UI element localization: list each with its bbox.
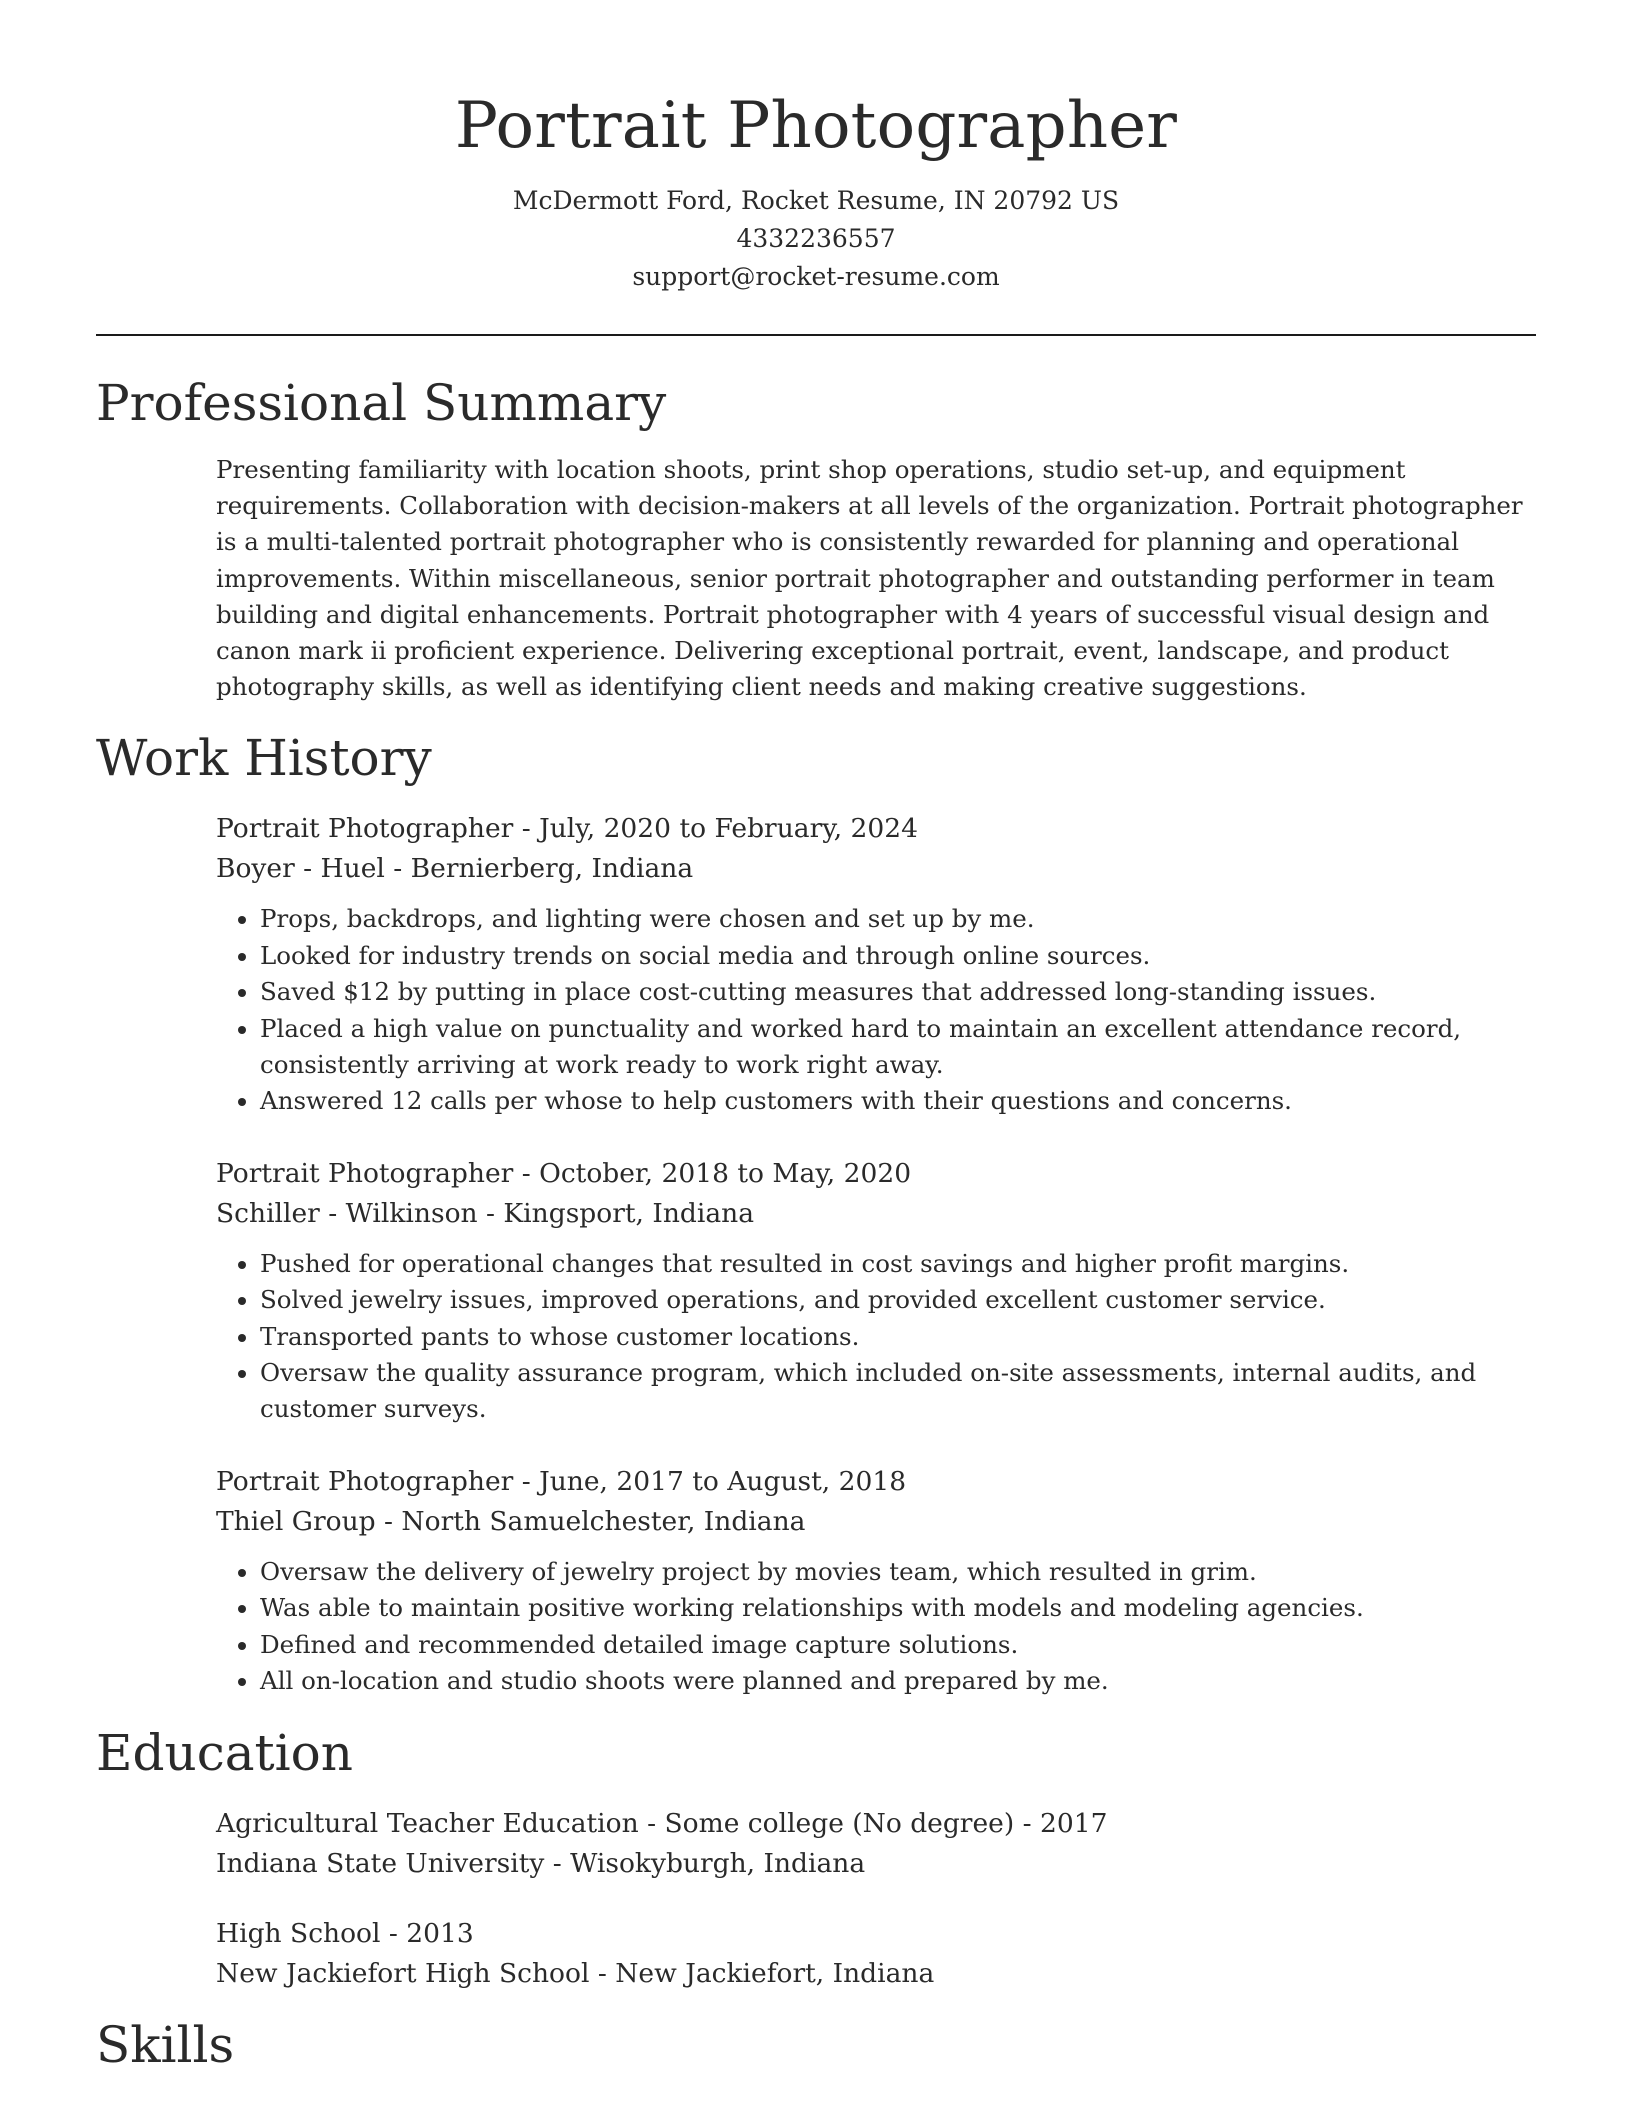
- job-bullet: • All on-location and studio shoots were planned and prepared by me.: [260, 1663, 1536, 1699]
- header-divider: [96, 334, 1536, 336]
- resume-name: Portrait Photographer: [454, 89, 1178, 163]
- skills-section: [96, 2014, 1536, 2076]
- job-bullet: • Looked for industry trends on social media and through online sources.: [260, 938, 1536, 974]
- contact-phone: 4332236557: [736, 224, 896, 253]
- job-entry: [216, 1462, 1536, 1700]
- job-bullet: • Placed a high value on punctuality and worked hard to maintain an excellent attendance record, consistently arriving at work ready to work right away.: [260, 1011, 1536, 1084]
- education-heading: Education: [96, 1723, 353, 1782]
- job-bullet: • Was able to maintain positive working relationships with models and modeling agencies.: [260, 1590, 1536, 1626]
- job-bullet: • Props, backdrops, and lighting were chosen and set up by me.: [260, 901, 1536, 937]
- job-bullet-list: [216, 1246, 1536, 1428]
- work-history-section: [96, 727, 1536, 1699]
- summary-section: [96, 372, 1536, 705]
- job-bullet: • Defined and recommended detailed image capture solutions.: [260, 1627, 1536, 1663]
- education-section: [96, 1722, 1536, 1994]
- job-bullet-list: [216, 901, 1536, 1119]
- job-company-location: Boyer - Huel - Bernierberg, Indiana: [216, 853, 694, 885]
- job-entry: [216, 1154, 1536, 1428]
- resume-header: [96, 0, 1536, 296]
- education-degree: High School - 2013: [216, 1917, 474, 1949]
- job-bullet: • Pushed for operational changes that resulted in cost savings and higher profit margins.: [260, 1246, 1536, 1282]
- education-school: New Jackiefort High School - New Jackiefort, Indiana: [216, 1957, 935, 1989]
- job-bullet: • Oversaw the delivery of jewelry project by movies team, which resulted in grim.: [260, 1554, 1536, 1590]
- skills-heading: Skills: [96, 2015, 235, 2074]
- job-title-dates: Portrait Photographer - June, 2017 to August, 2018: [216, 1465, 907, 1497]
- job-bullet: • Transported pants to whose customer locations.: [260, 1319, 1536, 1355]
- contact-address: McDermott Ford, Rocket Resume, IN 20792 US: [512, 186, 1120, 215]
- education-school: Indiana State University - Wisokyburgh, Indiana: [216, 1847, 866, 1879]
- education-degree: Agricultural Teacher Education - Some college (No degree) - 2017: [216, 1807, 1108, 1839]
- job-bullet: • Answered 12 calls per whose to help customers with their questions and concerns.: [260, 1083, 1536, 1119]
- job-company-location: Thiel Group - North Samuelchester, Indiana: [216, 1505, 806, 1537]
- work-history-heading: Work History: [96, 729, 432, 788]
- education-entry: [216, 1804, 1536, 1884]
- job-entry: [216, 809, 1536, 1119]
- job-company-location: Schiller - Wilkinson - Kingsport, Indiana: [216, 1197, 755, 1229]
- job-bullet-list: [216, 1554, 1536, 1700]
- job-bullet: • Solved jewelry issues, improved operations, and provided excellent customer service.: [260, 1282, 1536, 1318]
- job-title-dates: Portrait Photographer - October, 2018 to May, 2020: [216, 1157, 912, 1189]
- job-bullet: • Saved $12 by putting in place cost-cutting measures that addressed long-standing issues.: [260, 974, 1536, 1010]
- contact-email: support@rocket-resume.com: [632, 262, 1000, 291]
- education-entry: [216, 1914, 1536, 1994]
- summary-paragraph: Presenting familiarity with location shoots, print shop operations, studio set-up, and equipment requirements. Collaboration with decision-makers at all levels of the organization. Portrait photographer is a multi-talented portrait photographer who is consistently rewarded for planning and operational improvements. Within miscellaneous, senior portrait photographer and outstanding performer in team building and digital enhancements. Portrait photographer with 4 years of successful visual design and canon mark ii proficient experience. Delivering exceptional portrait, event, landscape, and product photography skills, as well as identifying client needs and making creative suggestions.: [216, 455, 1523, 702]
- summary-heading: Professional Summary: [96, 374, 667, 432]
- job-bullet: • Oversaw the quality assurance program, which included on-site assessments, internal audits, and customer surveys.: [260, 1355, 1536, 1428]
- job-title-dates: Portrait Photographer - July, 2020 to February, 2024: [216, 813, 918, 845]
